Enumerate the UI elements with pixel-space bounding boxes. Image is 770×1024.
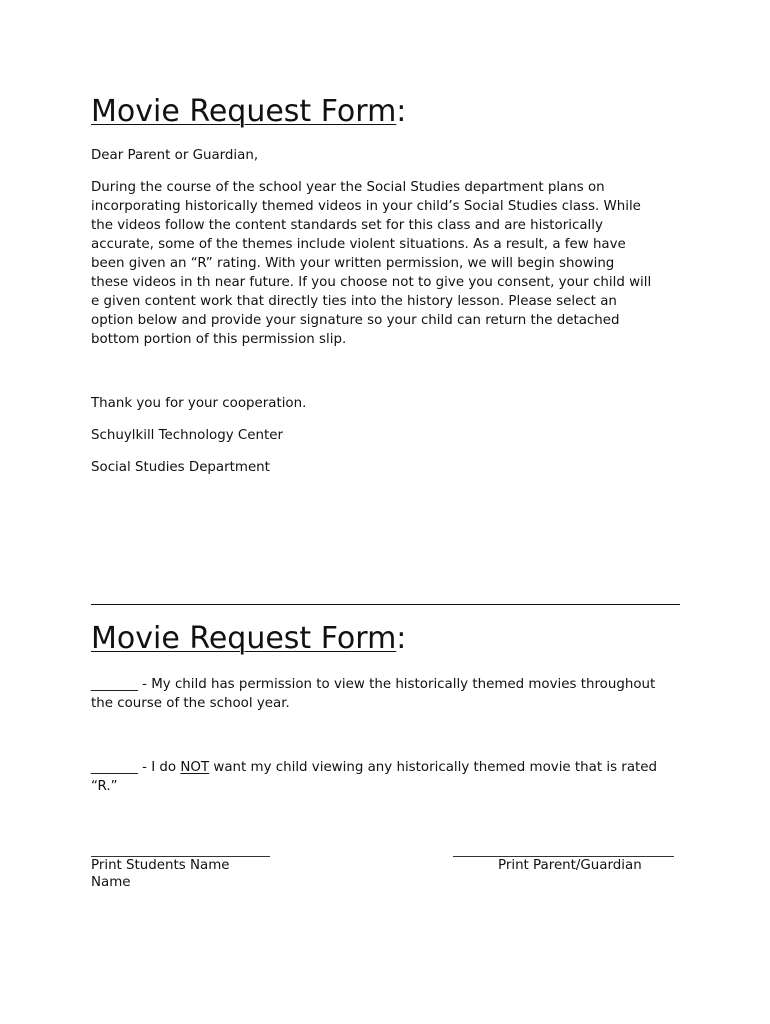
option-permission-line: the course of the school year.	[91, 696, 290, 711]
greeting: Dear Parent or Guardian,	[91, 148, 259, 163]
letter-line: the videos follow the content standards set for this class and are historically	[91, 218, 603, 233]
option-no-permission[interactable]	[91, 758, 681, 796]
option-permission-line: _______ - My child has permission to view the historically themed movies throughout	[91, 677, 656, 692]
letter-line: these videos in th near future. If you choose not to give you consent, your child will	[91, 275, 652, 290]
organization-name: Schuylkill Technology Center	[91, 428, 283, 443]
student-name-label	[91, 857, 230, 891]
slip-title-text: Movie Request Form	[91, 621, 397, 656]
slip-title-colon: :	[396, 621, 407, 656]
option-no-permission-line	[91, 758, 681, 777]
detach-line	[91, 604, 680, 605]
department-name: Social Studies Department	[91, 460, 270, 475]
option-suffix: want my child viewing any historically themed movie that is rated	[209, 760, 658, 775]
not-emphasis: NOT	[180, 760, 210, 775]
letter-line: bottom portion of this permission slip.	[91, 332, 347, 347]
letter-line: been given an “R” rating. With your written permission, we will begin showing	[91, 256, 615, 271]
thanks-line: Thank you for your cooperation.	[91, 396, 307, 411]
student-label-line: Name	[91, 875, 131, 890]
title-colon: :	[396, 94, 407, 129]
letter-line: During the course of the school year the Social Studies department plans on	[91, 180, 605, 195]
page-title	[91, 94, 406, 130]
slip-title	[91, 621, 406, 657]
letter-line: option below and provide your signature so your child can return the detached	[91, 313, 620, 328]
letter-line: accurate, some of the themes include violent situations. As a result, a few have	[91, 237, 626, 252]
title-text: Movie Request Form	[91, 94, 397, 129]
student-label-line: Print Students Name	[91, 858, 230, 873]
guardian-name-label: Print Parent/Guardian	[498, 858, 642, 873]
option-permission[interactable]	[91, 675, 681, 713]
letter-line: incorporating historically themed videos in your child’s Social Studies class. While	[91, 199, 641, 214]
letter-line: e given content work that directly ties into the history lesson. Please select an	[91, 294, 617, 309]
letter-body	[91, 178, 681, 349]
option-no-permission-line: “R.”	[91, 779, 118, 794]
option-prefix: _______ - I do	[91, 760, 181, 775]
